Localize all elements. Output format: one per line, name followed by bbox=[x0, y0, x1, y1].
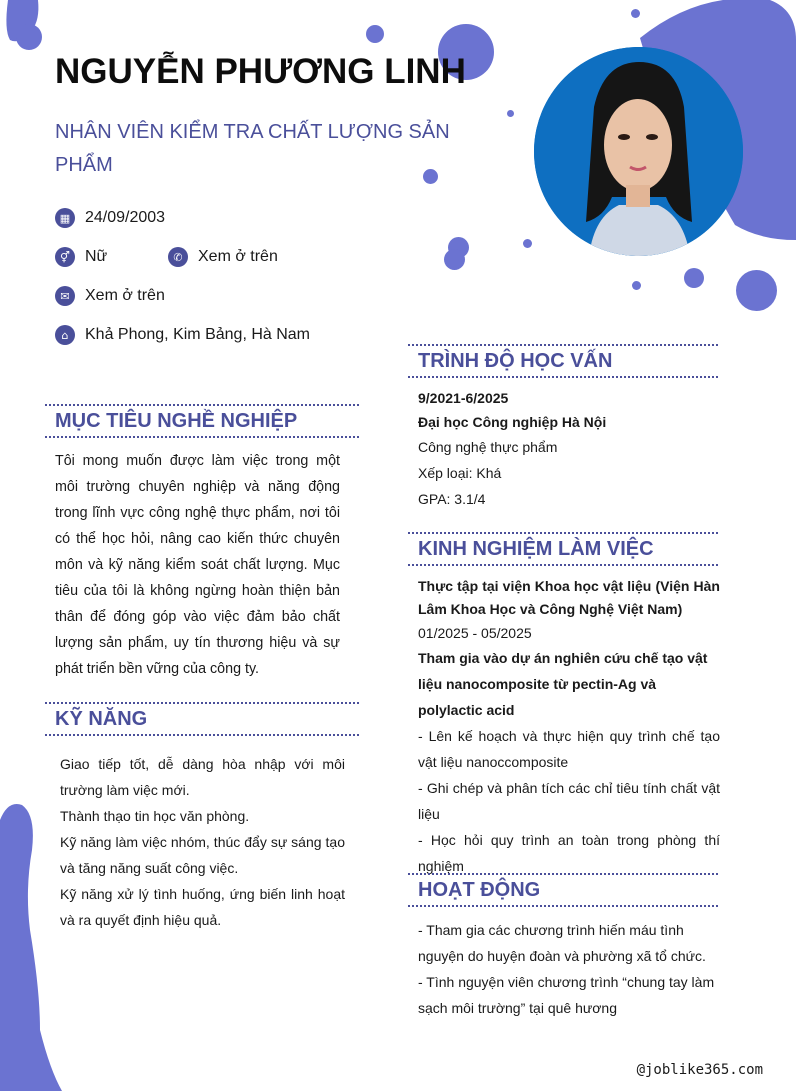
address-value: Khả Phong, Kim Bảng, Hà Nam bbox=[85, 326, 311, 343]
education-rank: Xếp loại: Khá bbox=[418, 465, 502, 481]
education-gpa: GPA: 3.1/4 bbox=[418, 491, 486, 507]
decor-dot bbox=[507, 110, 514, 117]
job-title: NHÂN VIÊN KIỂM TRA CHẤT LƯỢNG SẢN PHẨM bbox=[55, 121, 450, 176]
watermark: @joblike365.com bbox=[636, 1062, 763, 1078]
experience-org: Thực tập tại viện Khoa học vật liệu (Viện Hàn Lâm Khoa Học và Công Nghệ Việt Nam) bbox=[418, 578, 720, 617]
experience-task: - Lên kế hoạch và thực hiện quy trình chế tạo vật liệu nanoccomposite bbox=[418, 728, 720, 770]
candidate-name: NGUYỄN PHƯƠNG LINH bbox=[55, 52, 466, 91]
education-period: 9/2021-6/2025 bbox=[418, 390, 509, 406]
phone-value: Xem ở trên bbox=[198, 248, 278, 265]
education-block bbox=[418, 386, 720, 512]
experience-project: Tham gia vào dự án nghiên cứu chế tạo vật liệu nanocomposite từ pectin-Ag và polylactic acid bbox=[418, 650, 708, 718]
home-icon: ⌂ bbox=[55, 325, 75, 345]
experience-block bbox=[418, 575, 720, 879]
education-major: Công nghệ thực phẩm bbox=[418, 439, 558, 455]
skill-item: Kỹ năng làm việc nhóm, thúc đẩy sự sáng tạo và tăng năng suất công việc. bbox=[60, 834, 345, 876]
calendar-icon: ▦ bbox=[55, 208, 75, 228]
gender-value: Nữ bbox=[85, 248, 108, 265]
skill-item: Kỹ năng xử lý tình huống, ứng biến linh hoạt và ra quyết định hiệu quả. bbox=[60, 886, 345, 928]
experience-task: - Học hỏi quy trình an toàn trong phòng thí nghiệm bbox=[418, 832, 720, 874]
decor-dot bbox=[523, 239, 532, 248]
objective-text: Tôi mong muốn được làm việc trong một môi trường chuyên nghiệp và năng động trong lĩnh vực công nghệ thực phẩm, nơi tôi có thể học hỏi, nâng cao kiến thức chuyên môn và kỹ năng kiểm soát chất lượng. Mục tiêu của tôi là không ngừng hoàn thiện bản thân để đóng góp vào việc đảm bảo chất lượng sản phẩm, uy tín thương hiệu và sự phát triển bền vững của công ty. bbox=[55, 453, 340, 677]
activity-item: - Tham gia các chương trình hiến máu tình nguyện do huyện đoàn và phường xã tổ chức. bbox=[418, 922, 706, 964]
skill-item: Thành thạo tin học văn phòng. bbox=[60, 808, 250, 824]
section-experience-heading: KINH NGHIỆM LÀM VIỆC bbox=[408, 532, 718, 566]
email-row bbox=[55, 286, 165, 306]
section-objective-heading: MỤC TIÊU NGHỀ NGHIỆP bbox=[45, 404, 359, 438]
profile-photo bbox=[534, 47, 743, 256]
activities-block bbox=[418, 917, 720, 1021]
email-value: Xem ở trên bbox=[85, 287, 165, 304]
address-row bbox=[55, 325, 310, 345]
birthday-row bbox=[55, 208, 165, 228]
birthday-value: 24/09/2003 bbox=[85, 209, 166, 226]
section-education-heading: TRÌNH ĐỘ HỌC VẤN bbox=[408, 344, 718, 378]
mail-icon: ✉ bbox=[55, 286, 75, 306]
gender-icon: ⚥ bbox=[55, 247, 75, 267]
decor-dot bbox=[444, 249, 465, 270]
decor-dot bbox=[736, 270, 777, 311]
education-school: Đại học Công nghiệp Hà Nội bbox=[418, 414, 607, 430]
phone-icon: ✆ bbox=[168, 247, 188, 267]
activity-item: - Tình nguyện viên chương trình “chung tay làm sạch môi trường” tại quê hương bbox=[418, 974, 715, 1016]
section-skills-heading: KỸ NĂNG bbox=[45, 702, 359, 736]
skills-list bbox=[60, 751, 345, 933]
decor-dot bbox=[366, 25, 384, 43]
decor-dot bbox=[631, 9, 640, 18]
bottom-left-blob bbox=[0, 804, 62, 1091]
decor-dot bbox=[632, 281, 641, 290]
gender-row bbox=[55, 247, 107, 267]
section-activities-heading: HOẠT ĐỘNG bbox=[408, 873, 718, 907]
decor-dot bbox=[684, 268, 704, 288]
phone-row bbox=[168, 247, 278, 267]
decor-dot bbox=[16, 24, 42, 50]
experience-period: 01/2025 - 05/2025 bbox=[418, 625, 532, 641]
experience-task: - Ghi chép và phân tích các chỉ tiêu tính chất vật liệu bbox=[418, 780, 720, 822]
skill-item: Giao tiếp tốt, dễ dàng hòa nhập với môi trường làm việc mới. bbox=[60, 756, 345, 798]
